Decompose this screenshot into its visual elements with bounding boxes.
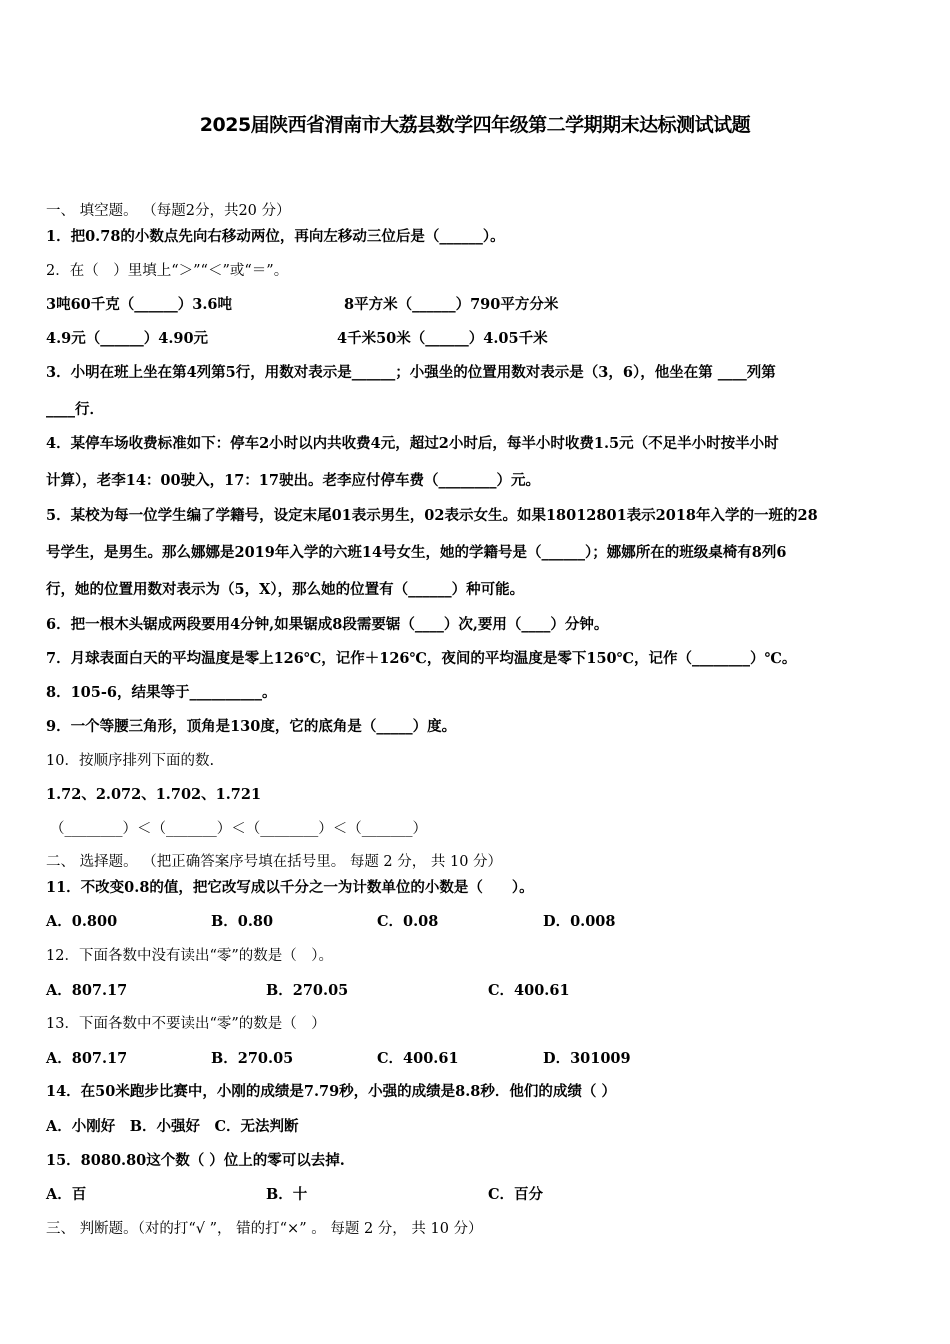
question-2-item-d: 4千米50米（______）4.05千米 xyxy=(337,330,548,347)
question-4-line-2: 计算），老李14：00驶入，17：17驶出。老李应付停车费（________）元。 xyxy=(46,472,540,489)
page-title: 2025届陕西省渭南市大荔县数学四年级第二学期期末达标测试试题 xyxy=(199,114,751,136)
question-5-line-1: 5．某校为每一位学生编了学籍号，设定末尾01表示男生，02表示女生。如果18012801表示2018年入学的一班的28 xyxy=(46,507,818,524)
question-15: 15．8080.80这个数（ ）位上的零可以去掉. xyxy=(46,1152,345,1169)
question-12: 12．下面各数中没有读出“零”的数是（ ）。 xyxy=(46,948,334,964)
question-8: 8．105-6，结果等于__________。 xyxy=(46,684,277,701)
question-11: 11．不改变0.8的值，把它改写成以千分之一为计数单位的小数是（ ）。 xyxy=(46,879,534,896)
question-14: 14．在50米跑步比赛中，小刚的成绩是7.79秒，小强的成绩是8.8秒．他们的成绩（ ） xyxy=(46,1083,616,1100)
question-15-option-b: B．十 xyxy=(266,1186,308,1203)
question-11-option-d: D．0.008 xyxy=(543,913,616,930)
question-10-blanks: （________）＜（_______）＜（________）＜（_______） xyxy=(50,821,427,837)
section-1-header: 一、 填空题。 （每题2分，共20 分） xyxy=(46,203,291,219)
question-13: 13．下面各数中不要读出“零”的数是（ ） xyxy=(46,1016,326,1032)
question-11-option-a: A．0.800 xyxy=(46,913,118,930)
question-15-option-c: C．百分 xyxy=(488,1186,544,1203)
question-4-line-1: 4．某停车场收费标准如下：停车2小时以内共收费4元，超过2小时后，每半小时收费1.5元（不足半小时按半小时 xyxy=(46,435,779,452)
question-2-item-c: 4.9元（______）4.90元 xyxy=(46,330,209,347)
question-15-option-a: A．百 xyxy=(46,1186,87,1203)
question-1: 1．把0.78的小数点先向右移动两位，再向左移动三位后是（______）。 xyxy=(46,228,505,245)
question-5-line-3: 行，她的位置用数对表示为（5，X），那么她的位置有（______）种可能。 xyxy=(46,581,525,598)
question-13-option-b: B．270.05 xyxy=(211,1050,294,1067)
question-11-option-c: C．0.08 xyxy=(377,913,439,930)
question-12-option-a: A．807.17 xyxy=(46,982,128,999)
question-2-item-b: 8平方米（______）790平方分米 xyxy=(344,296,559,313)
question-7: 7．月球表面白天的平均温度是零上126℃，记作＋126℃，夜间的平均温度是零下150℃，记作（________）℃。 xyxy=(46,650,797,667)
question-12-option-c: C．400.61 xyxy=(488,982,570,999)
section-3-header: 三、 判断题。（对的打“√ ”， 错的打“×” 。 每题 2 分， 共 10 分） xyxy=(46,1221,483,1237)
question-2-item-a: 3吨60千克（______）3.6吨 xyxy=(46,296,232,313)
question-14-options: A．小刚好 B．小强好 C．无法判断 xyxy=(46,1118,299,1135)
question-10: 10．按顺序排列下面的数. xyxy=(46,753,215,769)
question-2: 2．在（ ）里填上“＞”“＜”或“＝”。 xyxy=(46,263,289,279)
question-13-option-d: D．301009 xyxy=(543,1050,631,1067)
question-9: 9．一个等腰三角形，顶角是130度，它的底角是（_____）度。 xyxy=(46,718,457,735)
question-6: 6．把一根木头锯成两段要用4分钟,如果锯成8段需要锯（____）次,要用（____）分钟。 xyxy=(46,616,609,633)
question-13-option-c: C．400.61 xyxy=(377,1050,459,1067)
question-13-option-a: A．807.17 xyxy=(46,1050,128,1067)
question-10-numbers: 1.72、2.072、1.702、1.721 xyxy=(46,786,262,803)
question-3-line-2: ____行． xyxy=(46,401,104,418)
question-3-line-1: 3．小明在班上坐在第4列第5行，用数对表示是______；小强坐的位置用数对表示是（3，6），他坐在第 ____列第 xyxy=(46,364,776,381)
question-5-line-2: 号学生，是男生。那么娜娜是2019年入学的六班14号女生，她的学籍号是（______）；娜娜所在的班级桌椅有8列6 xyxy=(46,544,787,561)
section-2-header: 二、 选择题。 （把正确答案序号填在括号里。 每题 2 分， 共 10 分） xyxy=(46,854,503,870)
question-12-option-b: B．270.05 xyxy=(266,982,349,999)
question-11-option-b: B．0.80 xyxy=(211,913,274,930)
